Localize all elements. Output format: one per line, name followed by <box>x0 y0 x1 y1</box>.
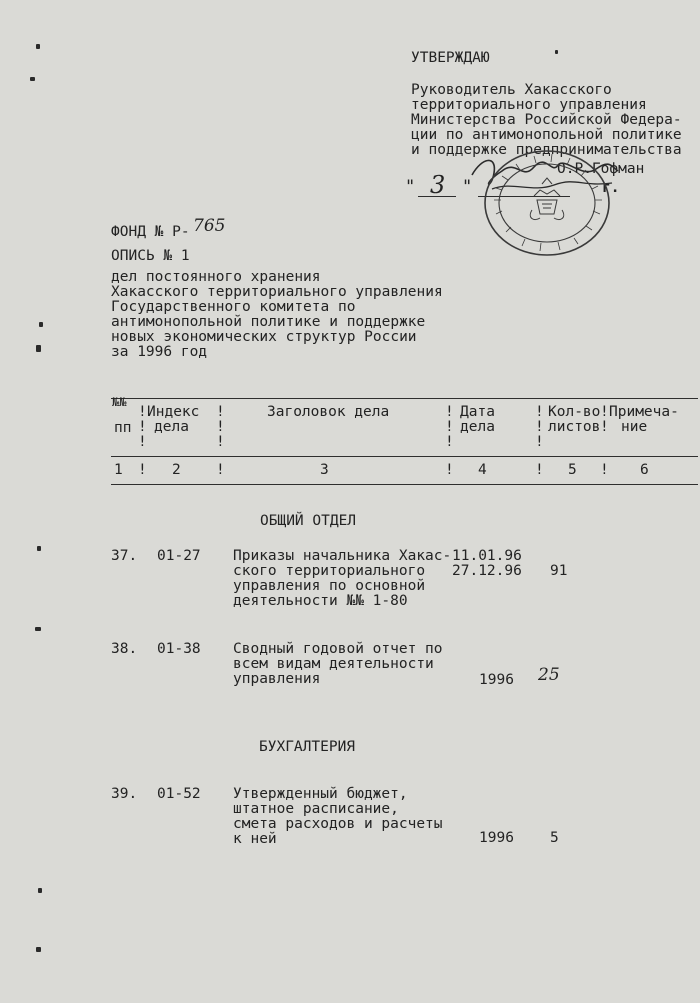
approval-position-line: и поддержке предпринимательства <box>411 142 682 158</box>
row-title-line: деятельности №№ 1-80 <box>233 593 408 609</box>
table-header-rule <box>111 456 698 457</box>
header-index: Индекс <box>147 404 200 420</box>
approval-date-quote-close: " <box>462 177 473 197</box>
row-title-line: Утвержденный бюджет, <box>233 786 408 802</box>
row-date: 1996 <box>479 672 514 688</box>
description-line: антимонопольной политике и поддержке <box>111 314 426 330</box>
row-title-line: ского территориального <box>233 563 426 579</box>
header-date: дела <box>460 419 495 435</box>
header-num: пп <box>114 420 132 436</box>
fond-number-handwritten: 765 <box>193 216 226 236</box>
row-title-line: Сводный годовой отчет по <box>233 641 443 657</box>
row-sheets: 91 <box>550 563 568 579</box>
margin-speck <box>39 322 43 327</box>
row-index: 01-52 <box>157 786 201 802</box>
header-separator: ! <box>216 419 225 435</box>
column-number: 6 <box>640 462 649 478</box>
row-title-line: штатное расписание, <box>233 801 399 817</box>
row-sheets-handwritten: 25 <box>538 665 560 685</box>
column-number: 4 <box>478 462 487 478</box>
header-date: Дата <box>460 404 495 420</box>
header-separator: ! <box>600 462 609 478</box>
column-number: 1 <box>114 462 123 478</box>
approval-date-day: 3 <box>430 171 446 199</box>
header-num: №№ <box>112 395 127 409</box>
header-separator: ! <box>445 434 454 450</box>
header-separator: ! <box>445 419 454 435</box>
margin-speck <box>36 947 41 952</box>
approval-date-underline <box>418 196 456 197</box>
section-heading: ОБЩИЙ ОТДЕЛ <box>260 513 357 529</box>
row-title-line: управления <box>233 671 321 687</box>
table-number-rule <box>111 484 698 485</box>
margin-speck <box>36 44 40 49</box>
header-separator: ! <box>445 462 454 478</box>
header-separator: ! <box>138 419 147 435</box>
margin-speck <box>37 546 41 551</box>
table-top-rule <box>111 398 698 399</box>
approval-date-year-suffix: г. <box>602 180 620 196</box>
row-title-line: всем видам деятельности <box>233 656 434 672</box>
row-sheets: 5 <box>550 830 559 846</box>
row-date: 1996 <box>479 830 514 846</box>
column-number: 3 <box>320 462 329 478</box>
description-line: Государственного комитета по <box>111 299 356 315</box>
row-title-line: управления по основной <box>233 578 426 594</box>
header-separator: ! <box>216 404 225 420</box>
margin-speck <box>38 888 42 893</box>
margin-speck <box>30 77 35 81</box>
approval-heading: УТВЕРЖДАЮ <box>411 50 490 66</box>
header-note: Примеча- <box>609 404 679 420</box>
header-sheets: Кол-во <box>548 404 601 420</box>
approval-position-line: Министерства Российской Федера- <box>411 112 682 128</box>
row-index: 01-27 <box>157 548 201 564</box>
signatory-name: О.Р.Гофман <box>557 161 645 177</box>
header-separator: ! <box>138 434 147 450</box>
header-note: ние <box>621 419 648 435</box>
approval-position-line: Руководитель Хакасского <box>411 82 612 98</box>
approval-date-quote-open: " <box>405 177 416 197</box>
margin-speck <box>36 345 41 352</box>
row-date: 11.01.96 <box>452 548 522 564</box>
row-date: 27.12.96 <box>452 563 522 579</box>
column-number: 2 <box>172 462 181 478</box>
header-title: Заголовок дела <box>267 404 390 420</box>
header-separator: ! <box>535 462 544 478</box>
row-title-line: смета расходов и расчеты <box>233 816 443 832</box>
header-index: дела <box>154 419 189 435</box>
section-heading: БУХГАЛТЕРИЯ <box>259 739 356 755</box>
header-sheets: листов <box>548 419 601 435</box>
header-separator: ! <box>138 462 147 478</box>
description-line: дел постоянного хранения <box>111 269 321 285</box>
description-line: новых экономических структур России <box>111 329 417 345</box>
approval-position-line: ции по антимонопольной политике <box>411 127 682 143</box>
fond-label: ФОНД № Р- <box>111 224 190 240</box>
header-separator: ! <box>535 434 544 450</box>
margin-speck <box>35 627 41 631</box>
margin-speck <box>555 50 558 54</box>
column-number: 5 <box>568 462 577 478</box>
header-separator: ! <box>216 462 225 478</box>
row-title-line: Приказы начальника Хакас- <box>233 548 452 564</box>
row-index: 01-38 <box>157 641 201 657</box>
row-title-line: к ней <box>233 831 277 847</box>
official-seal <box>482 148 612 258</box>
header-separator: ! <box>445 404 454 420</box>
row-number: 37. <box>111 548 138 564</box>
row-number: 39. <box>111 786 138 802</box>
opis-label: ОПИСЬ № 1 <box>111 248 190 264</box>
header-separator: ! <box>600 404 609 420</box>
approval-position-line: территориального управления <box>411 97 647 113</box>
header-separator: ! <box>535 404 544 420</box>
row-number: 38. <box>111 641 138 657</box>
header-separator: ! <box>600 419 609 435</box>
description-line: Хакасского территориального управления <box>111 284 443 300</box>
description-line: за 1996 год <box>111 344 208 360</box>
header-separator: ! <box>535 419 544 435</box>
header-separator: ! <box>138 404 147 420</box>
header-separator: ! <box>216 434 225 450</box>
